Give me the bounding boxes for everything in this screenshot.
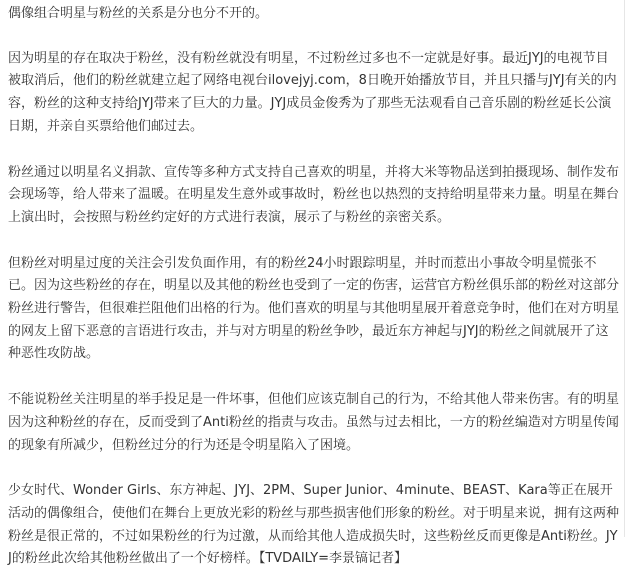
paragraph-fan-support: 因为明星的存在取决于粉丝，没有粉丝就没有明星，不过粉丝过多也不一定就是好事。最近JYJ的电视节目被取消后，他们的粉丝就建立起了网络电视台ilovejyj.com，8日晚开始播放节目，并且只播与JYJ有关的内容，粉丝的这种支持给JYJ带来了巨大的力量。JYJ成员金俊秀为了那些无法观看自己音乐剧的粉丝延长公演日期，并亲自买票给他们邮过去。 (8, 50, 617, 134)
paragraph-conclusion: 少女时代、Wonder Girls、东方神起、JYJ、2PM、Super Junior、4minute、BEAST、Kara等正在展开活动的偶像组合，使他们在舞台上更放光彩的粉丝与那些损害他们形象的粉丝。对于明星来说，拥有这两种粉丝是很正常的，不过如果粉丝的行为过激，从而给其他人造成损失时，这些粉丝反而更像是Anti粉丝。JYJ的粉丝此次给其他粉丝做出了一个好榜样。【TVDAILY=李景镐记者】 (8, 483, 620, 567)
paragraph-intro: 偶像组合明星与粉丝的关系是分也分不开的。 (8, 6, 269, 21)
paragraph-self-restraint: 不能说粉丝关注明星的举手投足是一件坏事，但他们应该克制自己的行为，不给其他人带来伤害。有的明星因为这种粉丝的存在，反而受到了Anti粉丝的指责与攻击。虽然与过去相比，一方的粉丝编造对方明星传闻的现象有所减少，但粉丝过分的行为还是令明星陷入了困境。 (8, 392, 620, 453)
article-body (8, 3, 619, 571)
paragraph-fan-activities: 粉丝通过以明星名义捐款、宣传等多种方式支持自己喜欢的明星，并将大米等物品送到拍摄现场、制作发布会现场等，给人带来了温暖。在明星发生意外或事故时，粉丝也以热烈的支持给明星带来力量。明星在舞台上演出时，会按照与粉丝约定好的方式进行表演，展示了与粉丝的亲密关系。 (8, 164, 620, 225)
paragraph-negative-effects: 但粉丝对明星过度的关注会引发负面作用，有的粉丝24小时跟踪明星，并时而惹出小事故令明星慌张不已。因为这些粉丝的存在，明星以及其他的粉丝也受到了一定的伤害，运营官方粉丝俱乐部的粉丝对这部分粉丝进行警告，但很难拦阻他们出格的行为。他们喜欢的明星与其他明星展开着意竞争时，他们在对方明星的网友上留下恶意的言语进行攻击，并与对方明星的粉丝争吵，最近东方神起与JYJ的粉丝之间就展开了这种恶性攻防战。 (8, 255, 620, 362)
